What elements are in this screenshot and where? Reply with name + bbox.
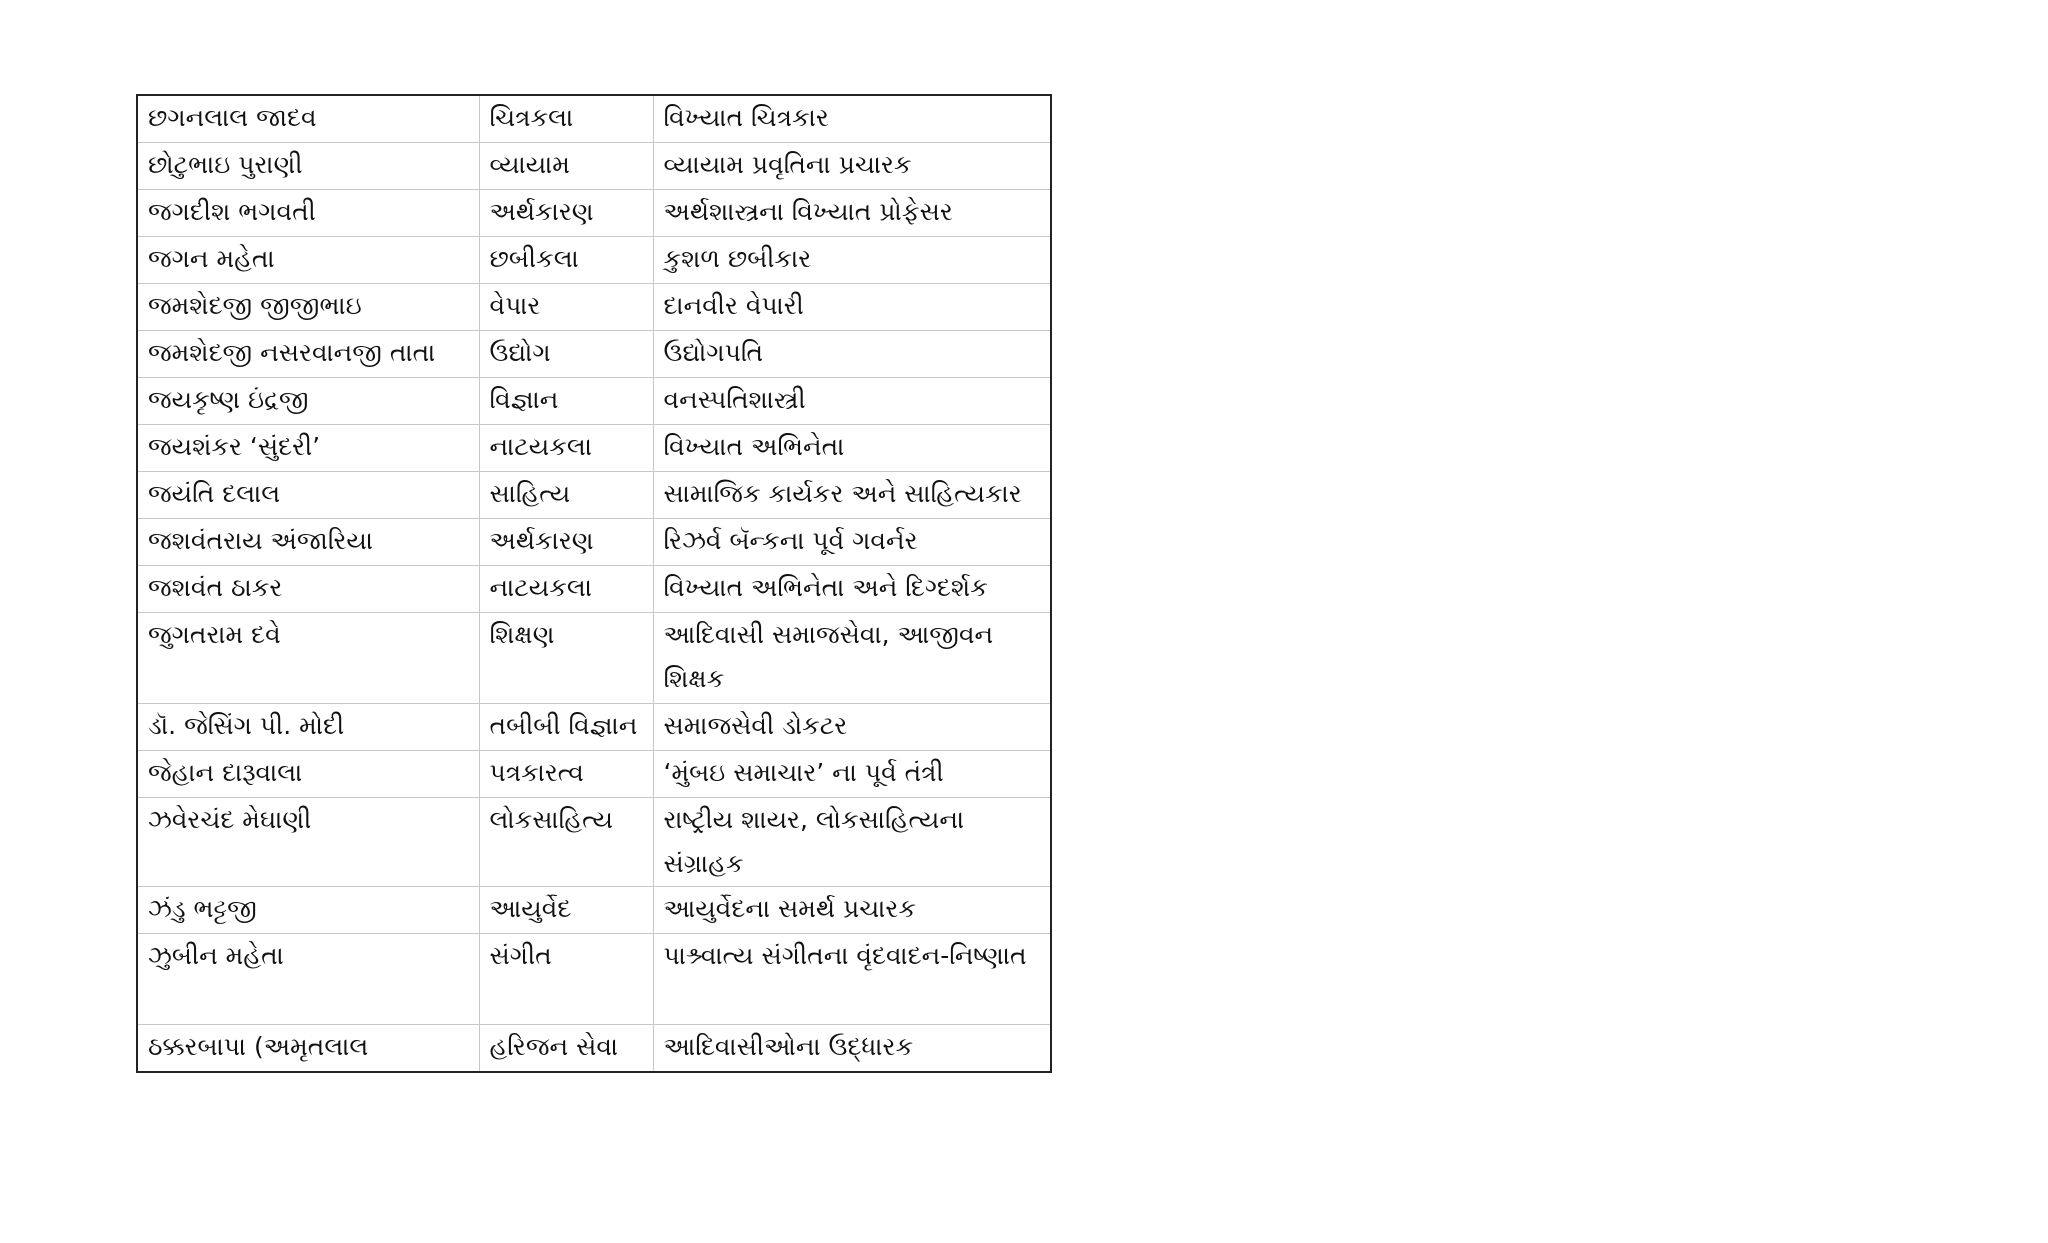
table-row — [137, 472, 1051, 519]
table-row — [137, 143, 1051, 190]
field-cell: લોકસાહિત્ય — [479, 798, 653, 887]
name-cell: જશવંતરાય અંજારિયા — [137, 519, 479, 566]
description-cell: પાશ્ર્વાત્ય સંગીતના વૃંદવાદન-નિષ્ણાત — [653, 934, 1051, 1025]
name-cell: જયકૃષ્ણ ઇંદ્રજી — [137, 378, 479, 425]
name-cell: ઝવેરચંદ મેઘાણી — [137, 798, 479, 887]
table-row — [137, 798, 1051, 887]
description-cell: અર્થશાસ્ત્રના વિખ્યાત પ્રોફેસર — [653, 190, 1051, 237]
description-cell: વિખ્યાત ચિત્રકાર — [653, 95, 1051, 143]
table-row — [137, 519, 1051, 566]
name-cell: જમશેદજી નસરવાનજી તાતા — [137, 331, 479, 378]
table-row — [137, 331, 1051, 378]
field-cell: અર્થકારણ — [479, 190, 653, 237]
name-cell: ઝંડુ ભટ્ટજી — [137, 887, 479, 934]
description-cell: ઉદ્યોગપતિ — [653, 331, 1051, 378]
field-cell: વિજ્ઞાન — [479, 378, 653, 425]
name-cell: જગદીશ ભગવતી — [137, 190, 479, 237]
name-cell: જુગતરામ દવે — [137, 613, 479, 704]
name-cell: ઝુબીન મહેતા — [137, 934, 479, 1025]
field-cell: ઉદ્યોગ — [479, 331, 653, 378]
name-cell: ઠક્કરબાપા (અમૃતલાલ — [137, 1025, 479, 1073]
table-row — [137, 190, 1051, 237]
table-row — [137, 566, 1051, 613]
name-cell: જમશેદજી જીજીભાઇ — [137, 284, 479, 331]
description-cell: વિખ્યાત અભિનેતા અને દિગ્દર્શક — [653, 566, 1051, 613]
table-row — [137, 378, 1051, 425]
table-row — [137, 934, 1051, 1025]
description-cell: વિખ્યાત અભિનેતા — [653, 425, 1051, 472]
description-cell: વ્યાયામ પ્રવૃતિના પ્રચારક — [653, 143, 1051, 190]
table-row — [137, 1025, 1051, 1073]
field-cell: નાટયકલા — [479, 425, 653, 472]
field-cell: શિક્ષણ — [479, 613, 653, 704]
name-cell: જયશંકર ‘સુંદરી’ — [137, 425, 479, 472]
name-cell: ડૉ. જેસિંગ પી. મોદી — [137, 704, 479, 751]
table-row — [137, 613, 1051, 704]
field-cell: વેપાર — [479, 284, 653, 331]
table-row — [137, 887, 1051, 934]
description-cell: સામાજિક કાર્યકર અને સાહિત્યકાર — [653, 472, 1051, 519]
name-cell: છોટુભાઇ પુરાણી — [137, 143, 479, 190]
description-cell: વનસ્પતિશાસ્ત્રી — [653, 378, 1051, 425]
description-cell: આદિવાસી સમાજસેવા, આજીવન શિક્ષક — [653, 613, 1051, 704]
field-cell: નાટયકલા — [479, 566, 653, 613]
table-row — [137, 751, 1051, 798]
table-row — [137, 284, 1051, 331]
description-cell: સમાજસેવી ડોકટર — [653, 704, 1051, 751]
table-row — [137, 704, 1051, 751]
field-cell: વ્યાયામ — [479, 143, 653, 190]
field-cell: સાહિત્ય — [479, 472, 653, 519]
name-cell: જયંતિ દલાલ — [137, 472, 479, 519]
table-row — [137, 237, 1051, 284]
field-cell: ચિત્રકલા — [479, 95, 653, 143]
name-cell: જશવંત ઠાકર — [137, 566, 479, 613]
name-cell: જગન મહેતા — [137, 237, 479, 284]
table-row — [137, 95, 1051, 143]
field-cell: હરિજન સેવા — [479, 1025, 653, 1073]
description-cell: આદિવાસીઓના ઉદ્ધારક — [653, 1025, 1051, 1073]
description-cell: દાનવીર વેપારી — [653, 284, 1051, 331]
field-cell: આયુર્વેદ — [479, 887, 653, 934]
description-cell: રાષ્ટ્રીય શાયર, લોકસાહિત્યના સંગ્રાહક — [653, 798, 1051, 887]
name-cell: જેહાન દારૂવાલા — [137, 751, 479, 798]
field-cell: અર્થકારણ — [479, 519, 653, 566]
field-cell: છબીકલા — [479, 237, 653, 284]
description-cell: કુશળ છબીકાર — [653, 237, 1051, 284]
description-cell: રિઝર્વ બૅન્કના પૂર્વ ગવર્નર — [653, 519, 1051, 566]
name-cell: છગનલાલ જાદવ — [137, 95, 479, 143]
people-table — [136, 94, 1052, 1073]
field-cell: પત્રકારત્વ — [479, 751, 653, 798]
field-cell: તબીબી વિજ્ઞાન — [479, 704, 653, 751]
description-cell: ‘મુંબઇ સમાચાર’ ના પૂર્વ તંત્રી — [653, 751, 1051, 798]
table-row — [137, 425, 1051, 472]
description-cell: આયુર્વેદના સમર્થ પ્રચારક — [653, 887, 1051, 934]
field-cell: સંગીત — [479, 934, 653, 1025]
